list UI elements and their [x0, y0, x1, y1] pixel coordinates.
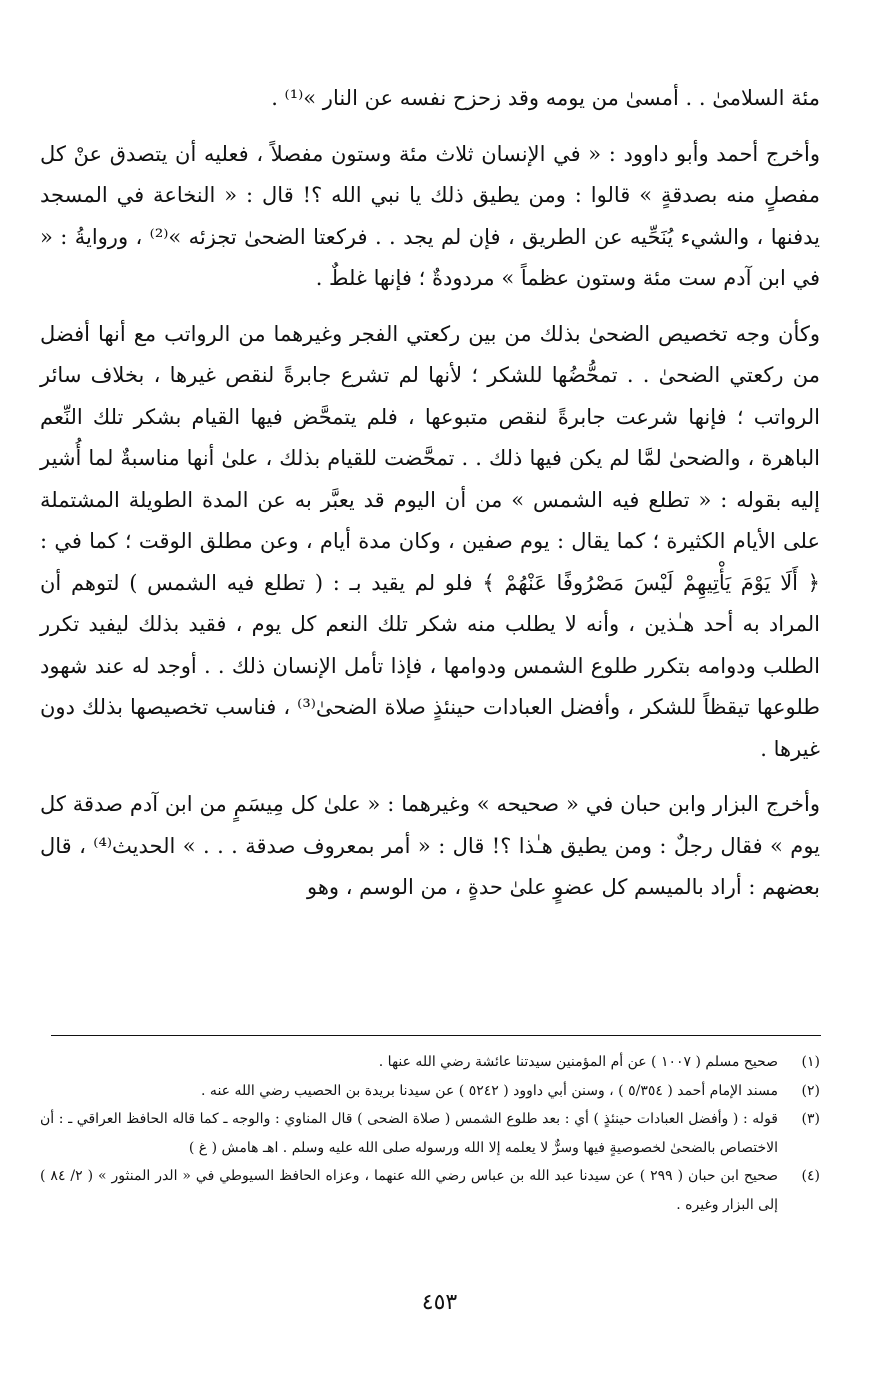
- footnote-number: (٣): [801, 1111, 820, 1127]
- paragraph: وكأن وجه تخصيص الضحىٰ بذلك من بين ركعتي الفجر وغيرهما من الرواتب مع أنها أفضل من ركعتي الضحىٰ . . تمحُّضُها للشكر ؛ لأنها لم تشرع جابرةً لنقص غيرها ، بخلاف سائر الرواتب ؛ فإنها شرعت جابرةً لنقص متبوعها ، فلم يتمحَّض فيها القيام بشكر تلك النِّعم الباهرة ، والضحىٰ لمَّا لم يكن فيها ذلك . . تمحَّضت للقيام بذلك ، علىٰ أنها مناسبةٌ لما أُشير إليه بقوله : « تطلع فيه الشمس » من أن اليوم قد يعبَّر به عن المدة الطويلة المشتملة على الأيام الكثيرة ؛ كما يقال : يوم صفين ، وكان مدة أيام ، وعن مطلق الوقت ؛ كما في : ﴿ أَلَا يَوْمَ يَأْتِيهِمْ لَيْسَ مَصْرُوفًا عَنْهُمْ ﴾ فلو لم يقيد بـ : ( تطلع فيه الشمس ) لتوهم أن المراد به أحد هـٰذين ، وأنه لا يطلب منه شكر تلك النعم كل يوم ، فقيد بذلك ليفيد تكرر الطلب ودوامه بتكرر طلوع الشمس ودوامها ، فإذا تأمل الإنسان ذلك . . أوجد له عند شهود طلوعها تيقظاً للشكر ، وأفضل العبادات حينئذٍ صلاة الضحىٰ⁽³⁾ ، فناسب تخصيصها بذلك دون غيرها .: [40, 321, 820, 761]
- footnote: [40, 1048, 820, 1077]
- footnote-separator: [51, 1035, 821, 1036]
- main-text: [40, 78, 820, 909]
- footnote: [40, 1162, 820, 1219]
- footnote: [40, 1077, 820, 1106]
- footnote-number: (٢): [801, 1082, 820, 1099]
- paragraph: وأخرج البزار وابن حبان في « صحيحه » وغيرهما : « علىٰ كل مِيسَمٍ من ابن آدم صدقة كل يوم » فقال رجلٌ : ومن يطيق هـٰذا ؟! قال : « أمر بمعروف صدقة . . . » الحديث⁽⁴⁾ ، قال بعضهم : أراد بالميسم كل عضوٍ علىٰ حدةٍ ، من الوسم ، وهو: [40, 792, 821, 899]
- footnote-text: صحيح مسلم ( ١٠٠٧ ) عن أم المؤمنين سيدتنا عائشة رضي الله عنها .: [378, 1054, 778, 1070]
- paragraph: وأخرج أحمد وأبو داوود : « في الإنسان ثلاث مئة وستون مفصلاً ، فعليه أن يتصدق عنْ كل مفصلٍ منه بصدقةٍ » قالوا : ومن يطيق ذلك يا نبي الله ؟! قال : « النخاعة في المسجد يدفنها ، والشيء يُنَحِّيه عن الطريق ، فإن لم يجد . . فركعتا الضحىٰ تجزئه »⁽²⁾ ، وروايةُ : « في ابن آدم ست مئة وستون عظماً » مردودةٌ ؛ فإنها غلطٌ .: [40, 141, 821, 290]
- footnote-number: (٤): [801, 1168, 820, 1184]
- footnote-text: صحيح ابن حبان ( ٢٩٩ ) عن سيدنا عبد الله بن عباس رضي الله عنهما ، وعزاه الحافظ السيوطي في « الدر المنثور » ( ٢/ ٨٤ ) إلى البزار وغيره .: [40, 1168, 779, 1213]
- footnote-number: (١): [801, 1054, 820, 1070]
- page-number: ٤٥٣: [421, 1290, 458, 1315]
- paragraph: مئة السلامىٰ . . أمسىٰ من يومه وقد زحزح نفسه عن النار »⁽¹⁾ .: [271, 86, 820, 110]
- footnote-text: قوله : ( وأفضل العبادات حينئذٍ ) أي : بعد طلوع الشمس ( صلاة الضحى ) قال المناوي : والوجه ـ كما قاله الحافظ العراقي ـ : أن الاختصاص بالضحىٰ لخصوصيةٍ فيها وسرٌّ لا يعلمه إلا الله ورسوله صلى الله عليه وسلم . اهـ هامش ( غ ): [40, 1111, 778, 1156]
- footnote-text: مسند الإمام أحمد ( ٥/٣٥٤ ) ، وسنن أبي داوود ( ٥٢٤٢ ) عن سيدنا بريدة بن الحصيب رضي الله عنه .: [201, 1082, 778, 1099]
- footnotes: [40, 1048, 820, 1219]
- footnote: [40, 1105, 820, 1162]
